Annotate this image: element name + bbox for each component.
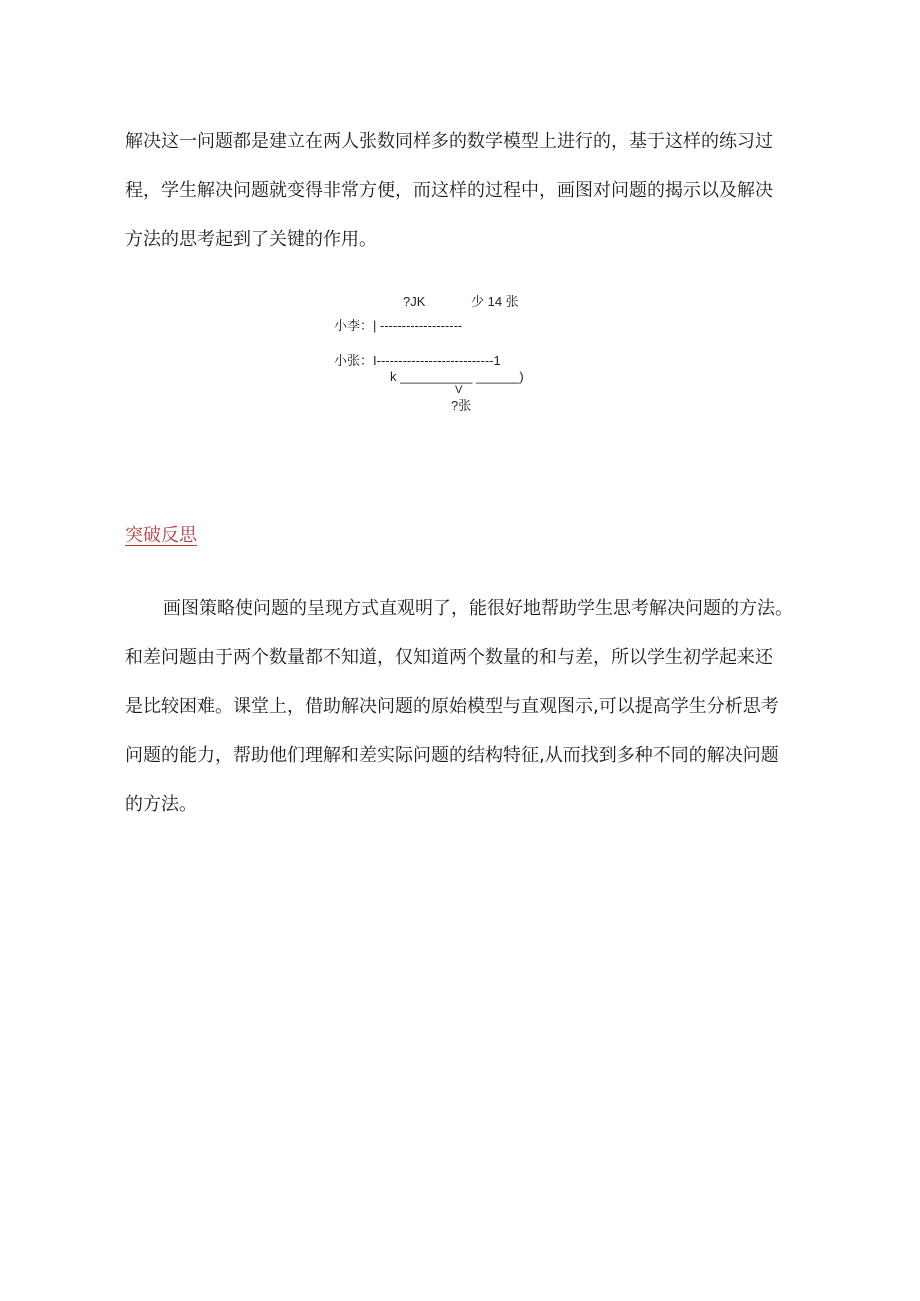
paragraph-line: 问题的能力，帮助他们理解和差实际问题的结构特征,从而找到多种不同的解决问题: [125, 745, 779, 766]
paragraph-line: 方法的思考起到了关键的作用。: [125, 229, 377, 250]
paragraph-line: 的方法。: [125, 794, 197, 815]
diagram-top-left-label: ?JK: [403, 294, 426, 309]
line-segment-diagram: [320, 285, 560, 425]
paragraph-line: 程，学生解决问题就变得非常方便，而这样的过程中，画图对问题的揭示以及解决: [125, 180, 773, 201]
diagram-brace-tip: V: [455, 384, 463, 396]
section-heading: 突破反思: [125, 525, 197, 546]
paragraph-line: 和差问题由于两个数量都不知道，仅知道两个数量的和与差，所以学生初学起来还: [125, 647, 773, 668]
paragraph-line: 是比较困难。课堂上，借助解决问题的原始模型与直观图示,可以提高学生分析思考: [125, 696, 779, 717]
diagram-row-xiaoli: 小李：| -------------------: [334, 318, 463, 333]
diagram-row-xiaozhang: 小张：I---------------------------1: [334, 353, 501, 368]
diagram-brace: k __________ ______): [390, 369, 524, 384]
paragraph-line: 画图策略使问题的呈现方式直观明了，能很好地帮助学生思考解决问题的方法。: [163, 598, 793, 619]
diagram-difference-label: 少 14 张: [471, 294, 519, 309]
paragraph-line: 解决这一问题都是建立在两人张数同样多的数学模型上进行的，基于这样的练习过: [125, 131, 773, 152]
reflection-paragraph: [125, 584, 815, 829]
diagram-bottom-label: ?张: [451, 398, 472, 413]
intro-paragraph: [125, 117, 815, 264]
